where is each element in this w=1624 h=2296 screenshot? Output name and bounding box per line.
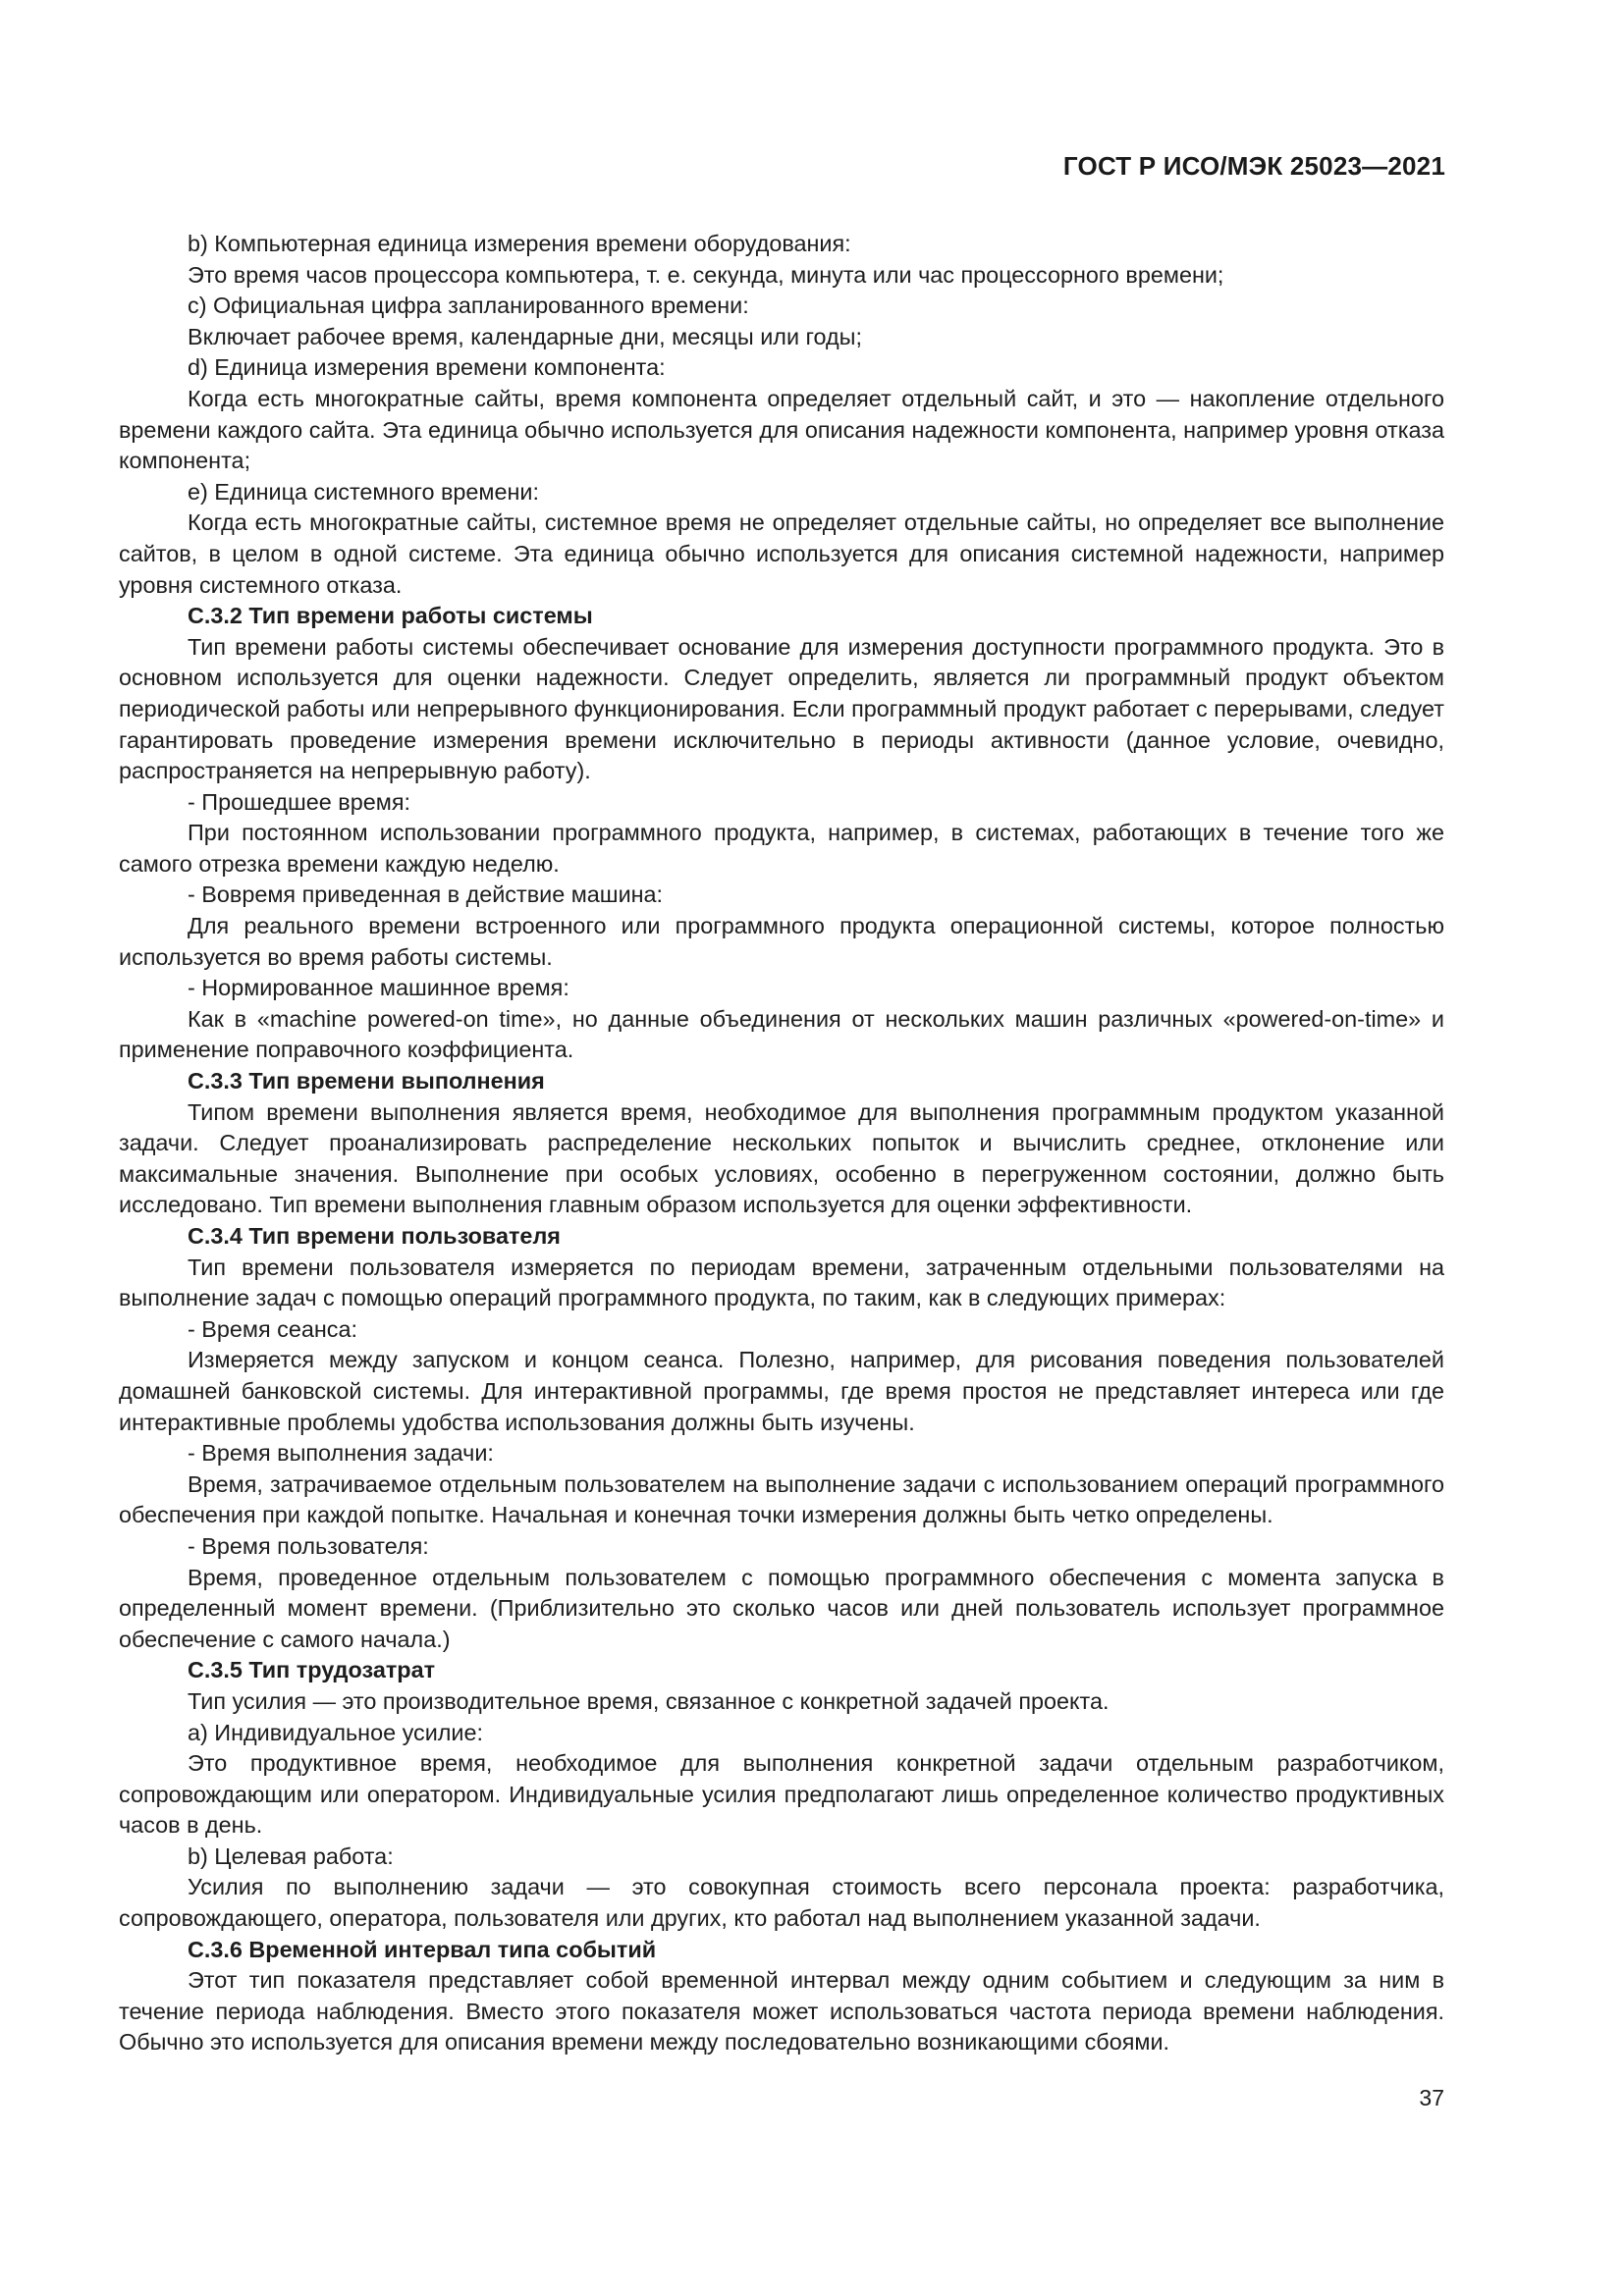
- paragraph: - Вовремя приведенная в действие машина:: [188, 881, 664, 908]
- page-number: 37: [1419, 2085, 1444, 2110]
- section-heading: C.3.3 Тип времени выполнения: [188, 1068, 545, 1095]
- section-heading: C.3.5 Тип трудозатрат: [188, 1657, 436, 1683]
- paragraph: b) Целевая работа:: [188, 1842, 394, 1869]
- paragraph: - Время выполнения задачи:: [188, 1440, 494, 1467]
- paragraph: Когда есть многократные сайты, время компонента определяет отдельный сайт, и это — накопление отдельного времени каждого сайта. Эта единица обычно используется для описания надежности компонента, например уровня отказа компонента;: [119, 385, 1444, 474]
- paragraph: Время, затрачиваемое отдельным пользователем на выполнение задачи с использованием операций программного обеспечения при каждой попытке. Начальная и конечная точки измерения должны быть четко определены.: [119, 1470, 1444, 1528]
- section-heading: C.3.6 Временной интервал типа событий: [188, 1936, 657, 1962]
- paragraph: Измеряется между запуском и концом сеанса. Полезно, например, для рисования поведения пользователей домашней банковской системы. Для интерактивной программы, где время простоя не представляет интереса или где интерактивные проблемы удобства использования должны быть изучены.: [119, 1347, 1444, 1435]
- paragraph: - Время сеанса:: [188, 1315, 357, 1342]
- paragraph: Этот тип показателя представляет собой временной интервал между одним событием и следующим за ним в течение периода наблюдения. Вместо этого показателя может использоваться частота периода времени наблюдения. Обычно это используется для описания времени между последовательно возникающими сбоями.: [119, 1967, 1444, 2056]
- paragraph: c) Официальная цифра запланированного времени:: [188, 293, 749, 319]
- paragraph: e) Единица системного времени:: [188, 478, 539, 505]
- paragraph: Время, проведенное отдельным пользователем с помощью программного обеспечения с момента запуска в определенный момент времени. (Приблизительно это сколько часов или дней пользователь использует программное обеспечение с самого начала.): [119, 1564, 1444, 1652]
- paragraph: b) Компьютерная единица измерения времени оборудования:: [188, 231, 851, 256]
- paragraph: Как в «machine powered-on time», но данные объединения от нескольких машин различных «powered-on-time» и применение поправочного коэффициента.: [119, 1005, 1444, 1063]
- paragraph: d) Единица измерения времени компонента:: [188, 354, 666, 381]
- paragraph: - Нормированное машинное время:: [188, 975, 569, 1001]
- paragraph: При постоянном использовании программного продукта, например, в системах, работающих в течение того же самого отрезка времени каждую неделю.: [119, 820, 1444, 877]
- paragraph: Тип усилия — это производительное время, связанное с конкретной задачей проекта.: [188, 1687, 1110, 1714]
- paragraph: Включает рабочее время, календарные дни, месяцы или годы;: [188, 323, 862, 349]
- paragraph: Для реального времени встроенного или программного продукта операционной системы, которое полностью используется во время работы системы.: [119, 913, 1444, 970]
- paragraph: Когда есть многократные сайты, системное время не определяет отдельные сайты, но определяет все выполнение сайтов, в целом в одной системе. Эта единица обычно используется для описания системной надежности, например уровня системного отказа.: [119, 509, 1444, 598]
- paragraph: Усилия по выполнению задачи — это совокупная стоимость всего персонала проекта: разработчика, сопровождающего, оператора, пользователя или других, кто работал над выполнением указанной задачи.: [119, 1874, 1444, 1932]
- document-header: ГОСТ Р ИСО/МЭК 25023—2021: [1062, 151, 1445, 181]
- paragraph: - Время пользователя:: [188, 1532, 429, 1559]
- paragraph: Это продуктивное время, необходимое для выполнения конкретной задачи отдельным разработчиком, сопровождающим или оператором. Индивидуальные усилия предполагают лишь определенное количество продуктивных часов в день.: [119, 1750, 1444, 1839]
- paragraph: a) Индивидуальное усилие:: [188, 1719, 484, 1745]
- paragraph: Это время часов процессора компьютера, т. е. секунда, минута или час процессорного времени;: [188, 261, 1224, 288]
- paragraph: Типом времени выполнения является время, необходимое для выполнения программным продуктом указанной задачи. Следует проанализировать распределение нескольких попыток и вычислить среднее, отклонение или максимальные значения. Выполнение при особых условиях, особенно в перегруженном состоянии, должно быть исследовано. Тип времени выполнения главным образом используется для оценки эффективности.: [119, 1098, 1444, 1218]
- paragraph: Тип времени работы системы обеспечивает основание для измерения доступности программного продукта. Это в основном используется для оценки надежности. Следует определить, является ли программный продукт объектом периодической работы или непрерывного функционирования. Если программный продукт работает с перерывами, следует гарантировать проведение измерения времени исключительно в периоды активности (данное условие, очевидно, распространяется на непрерывную работу).: [119, 633, 1444, 784]
- document-body: [119, 229, 1444, 2058]
- section-heading: C.3.4 Тип времени пользователя: [188, 1223, 561, 1249]
- paragraph: - Прошедшее время:: [188, 788, 410, 815]
- section-heading: C.3.2 Тип времени работы системы: [188, 603, 593, 629]
- paragraph: Тип времени пользователя измеряется по периодам времени, затраченным отдельными пользователями на выполнение задач с помощью операций программного продукта, по таким, как в следующих примерах:: [119, 1254, 1444, 1311]
